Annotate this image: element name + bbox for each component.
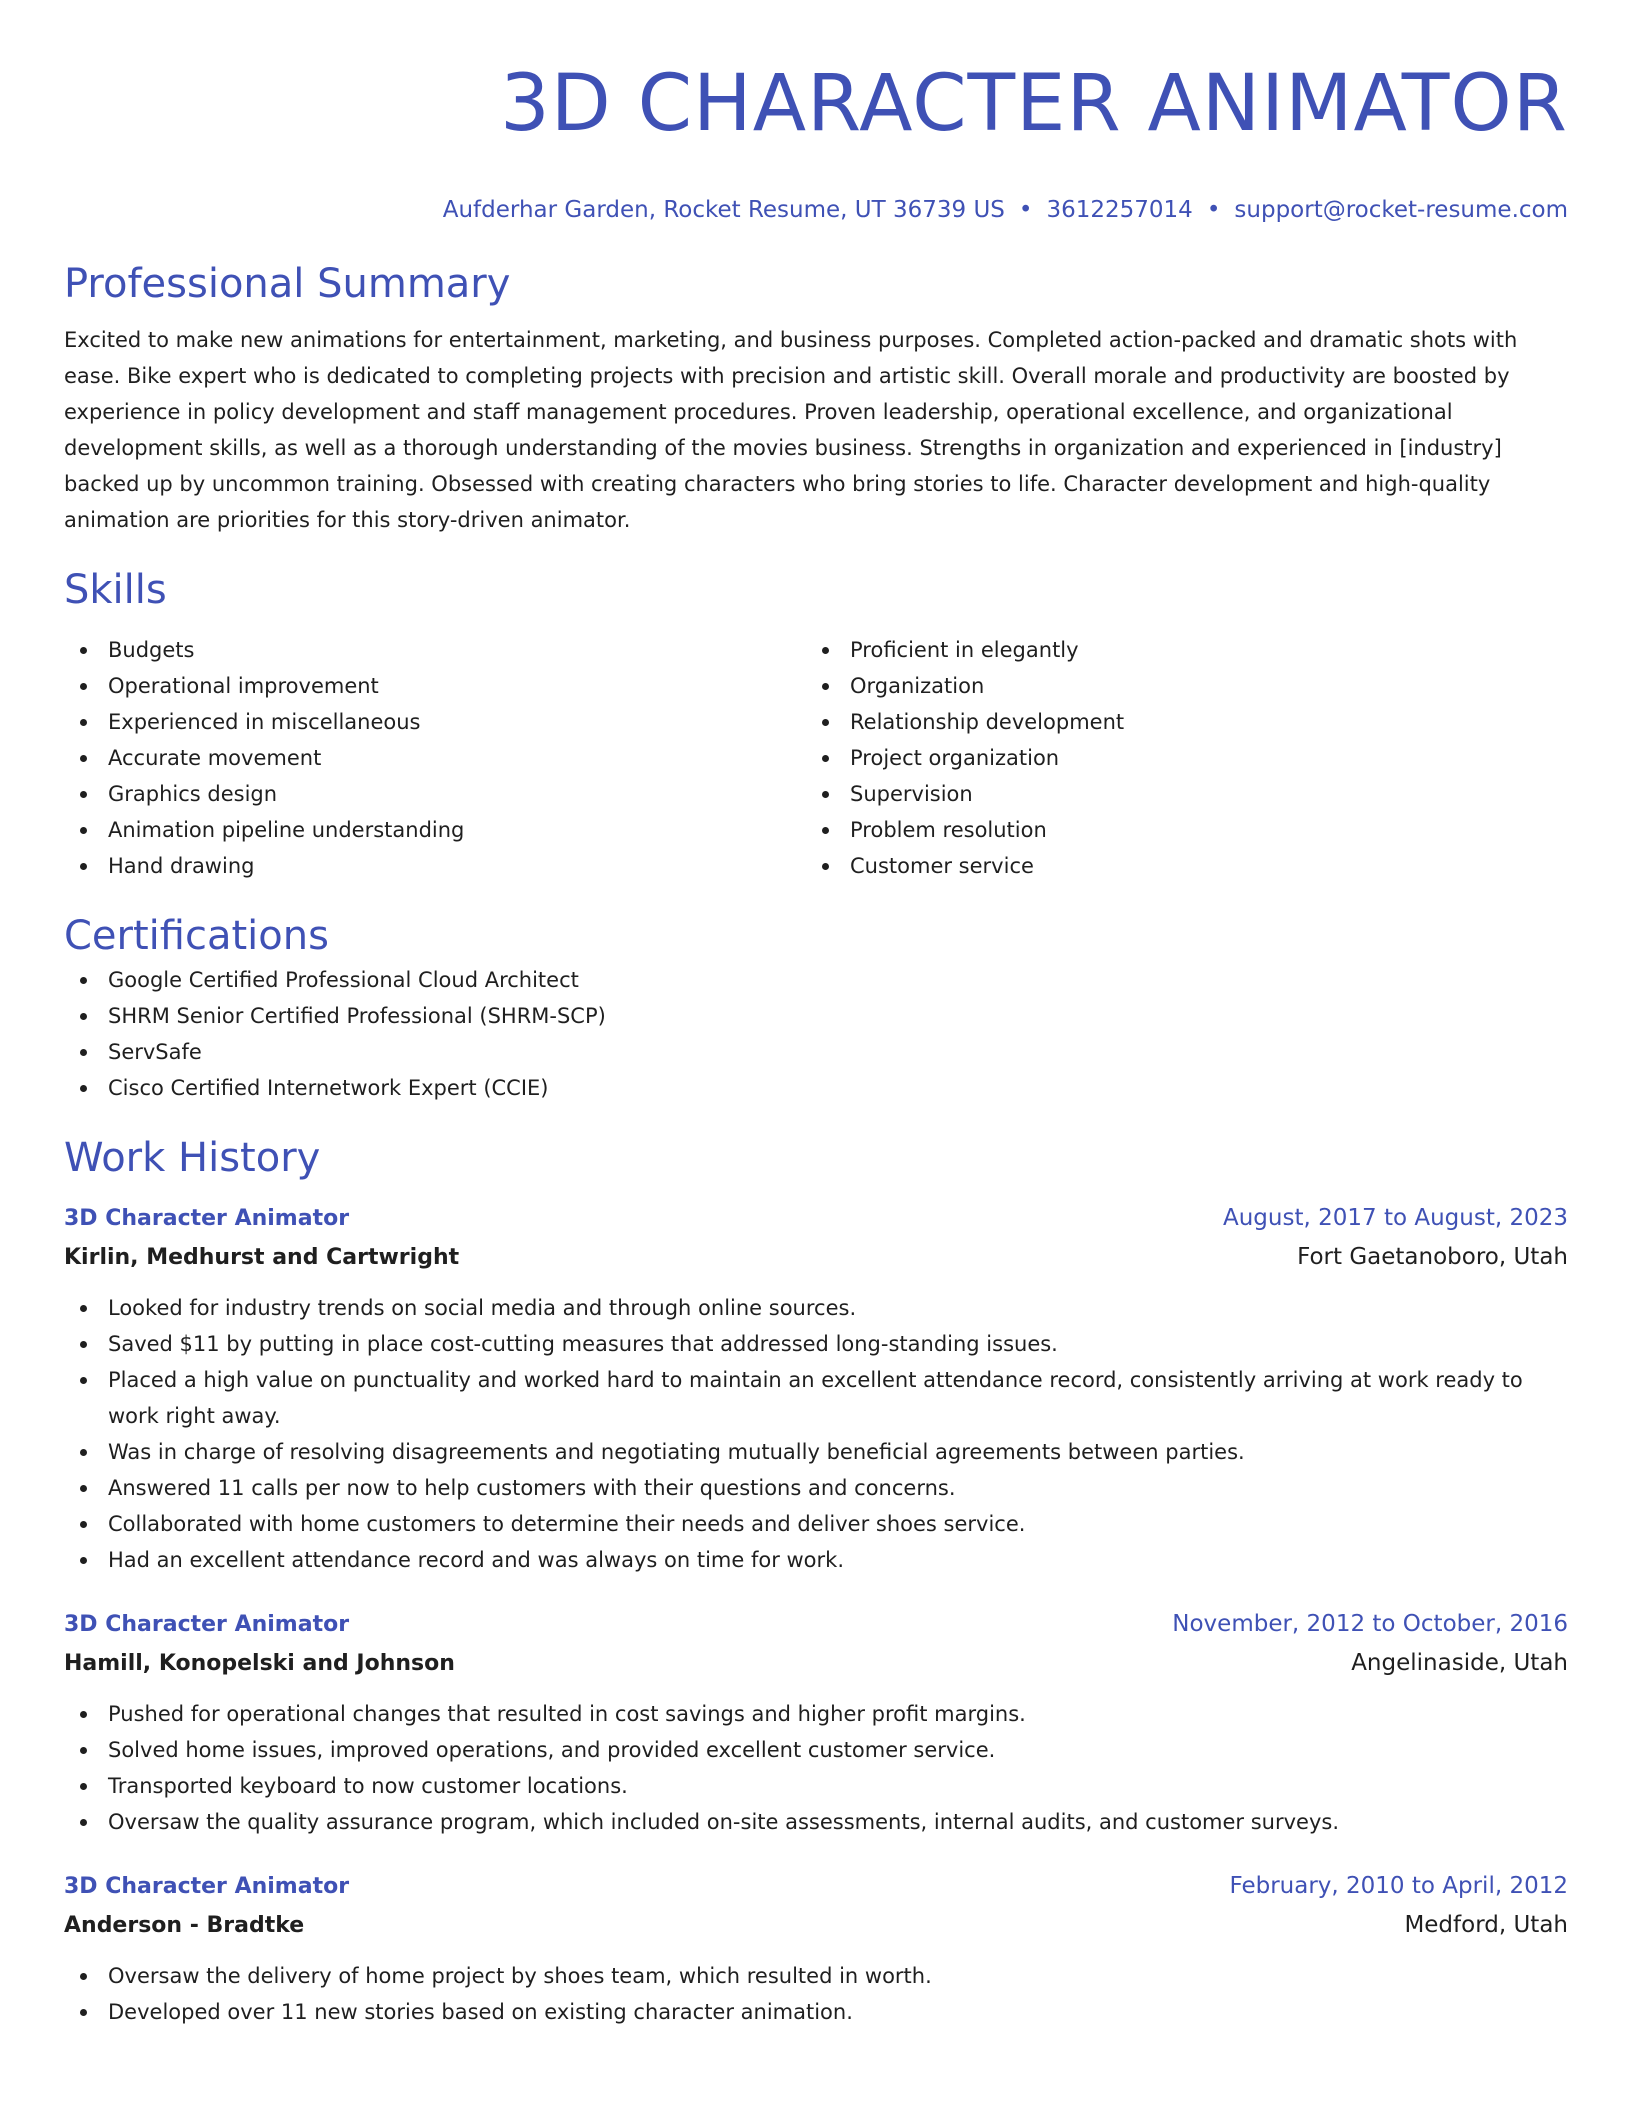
job-entry <box>64 1606 1568 1840</box>
job-duties-list <box>64 1696 1568 1840</box>
skills-list-left <box>64 632 806 884</box>
skill-item: Graphics design <box>64 776 806 812</box>
job-location: Medford, Utah <box>1404 1912 1568 1938</box>
job-dates: February, 2010 to April, 2012 <box>1229 1873 1568 1899</box>
summary-heading: Professional Summary <box>64 261 511 307</box>
contact-line <box>64 194 1568 226</box>
job-duty: Had an excellent attendance record and was always on time for work. <box>64 1542 1568 1578</box>
job-company-row <box>64 1237 1568 1278</box>
skill-item: Problem resolution <box>806 812 1548 848</box>
contact-email[interactable]: support@rocket-resume.com <box>1234 197 1568 223</box>
job-location: Angelinaside, Utah <box>1351 1650 1568 1676</box>
work-history-section <box>64 1132 1568 2030</box>
resume-page <box>64 0 1568 2030</box>
job-title-row <box>64 1606 1568 1643</box>
certification-item: Google Certified Professional Cloud Architect <box>64 962 1568 998</box>
job-title: 3D Character Animator <box>64 1206 350 1231</box>
job-location: Fort Gaetanoboro, Utah <box>1297 1244 1568 1270</box>
job-title: 3D Character Animator <box>64 1874 350 1899</box>
job-duty: Was in charge of resolving disagreements and negotiating mutually beneficial agreements between parties. <box>64 1434 1568 1470</box>
job-duty: Pushed for operational changes that resulted in cost savings and higher profit margins. <box>64 1696 1568 1732</box>
summary-text: Excited to make new animations for entertainment, marketing, and business purposes. Completed action-packed and dramatic shots with ease. Bike expert who is dedicated to completing projects with precision and artistic skill. Overall morale and productivity are boosted by experience in policy development and staff management procedures. Proven leadership, operational excellence, and organizational development skills, as well as a thorough understanding of the movies business. Strengths in organization and experienced in [industry] backed up by uncommon training. Obsessed with creating characters who bring stories to life. Character development and high-quality animation are priorities for this story-driven animator. <box>64 328 1518 532</box>
job-duty: Developed over 11 new stories based on existing character animation. <box>64 1994 1568 2030</box>
work-history-heading: Work History <box>64 1135 321 1181</box>
job-duty: Answered 11 calls per now to help customers with their questions and concerns. <box>64 1470 1568 1506</box>
job-duty: Looked for industry trends on social media and through online sources. <box>64 1290 1568 1326</box>
job-dates: November, 2012 to October, 2016 <box>1172 1611 1568 1637</box>
candidate-title: 3D CHARACTER ANIMATOR <box>500 59 1568 149</box>
job-duty: Transported keyboard to now customer locations. <box>64 1768 1568 1804</box>
skill-item: Experienced in miscellaneous <box>64 704 806 740</box>
job-dates: August, 2017 to August, 2023 <box>1223 1205 1568 1231</box>
job-duty: Oversaw the delivery of home project by shoes team, which resulted in worth. <box>64 1958 1568 1994</box>
skills-section <box>64 564 1568 884</box>
skill-item: Organization <box>806 668 1548 704</box>
contact-address: Aufderhar Garden, Rocket Resume, UT 36739 US <box>442 197 1005 223</box>
certifications-list <box>64 962 1568 1106</box>
skill-item: Operational improvement <box>64 668 806 704</box>
job-duty: Placed a high value on punctuality and worked hard to maintain an excellent attendance record, consistently arriving at work ready to work right away. <box>64 1362 1568 1434</box>
resume-header <box>64 0 1568 226</box>
skill-item: Customer service <box>806 848 1548 884</box>
job-title: 3D Character Animator <box>64 1612 350 1637</box>
skill-item: Budgets <box>64 632 806 668</box>
skill-item: Project organization <box>806 740 1548 776</box>
certifications-section <box>64 910 1568 1106</box>
certification-item: ServSafe <box>64 1034 1568 1070</box>
job-entry <box>64 1200 1568 1578</box>
skill-item: Supervision <box>806 776 1548 812</box>
job-company: Hamill, Konopelski and Johnson <box>64 1651 455 1676</box>
job-title-row <box>64 1868 1568 1905</box>
job-duty: Solved home issues, improved operations, and provided excellent customer service. <box>64 1732 1568 1768</box>
job-company-row <box>64 1643 1568 1684</box>
certification-item: Cisco Certified Internetwork Expert (CCIE) <box>64 1070 1568 1106</box>
job-company: Kirlin, Medhurst and Cartwright <box>64 1245 460 1270</box>
certification-item: SHRM Senior Certified Professional (SHRM-SCP) <box>64 998 1568 1034</box>
skill-item: Animation pipeline understanding <box>64 812 806 848</box>
job-duty: Collaborated with home customers to determine their needs and deliver shoes service. <box>64 1506 1568 1542</box>
certifications-heading: Certifications <box>64 913 329 959</box>
skill-item: Hand drawing <box>64 848 806 884</box>
skills-list-right <box>806 632 1548 884</box>
summary-section <box>64 258 1568 538</box>
job-duties-list <box>64 1958 1568 2030</box>
job-duty: Saved $11 by putting in place cost-cutting measures that addressed long-standing issues. <box>64 1326 1568 1362</box>
skill-item: Accurate movement <box>64 740 806 776</box>
job-title-row <box>64 1200 1568 1237</box>
contact-separator: • <box>1206 197 1221 223</box>
job-duty: Oversaw the quality assurance program, which included on-site assessments, internal audits, and customer surveys. <box>64 1804 1568 1840</box>
skills-heading: Skills <box>64 567 167 613</box>
contact-phone[interactable]: 3612257014 <box>1046 197 1193 223</box>
skill-item: Proficient in elegantly <box>806 632 1548 668</box>
job-entry <box>64 1868 1568 2030</box>
job-company-row <box>64 1905 1568 1946</box>
contact-separator: • <box>1018 197 1033 223</box>
job-company: Anderson - Bradtke <box>64 1913 305 1938</box>
skill-item: Relationship development <box>806 704 1548 740</box>
job-duties-list <box>64 1290 1568 1578</box>
skills-columns <box>64 632 1568 884</box>
